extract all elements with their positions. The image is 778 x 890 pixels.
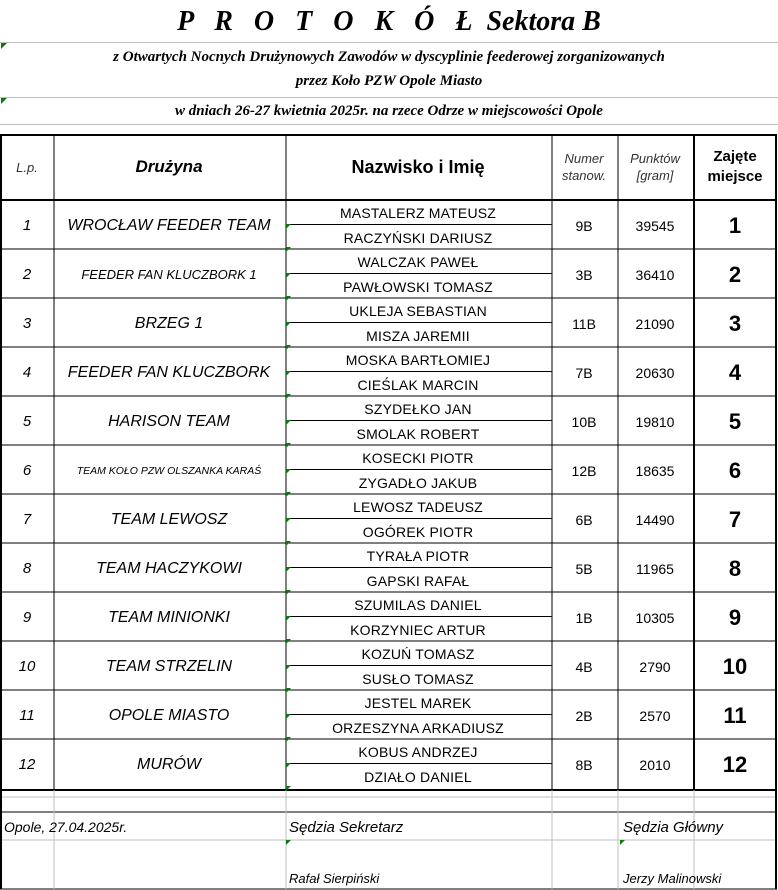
row-team: BRZEG 1 [134,314,204,332]
row-team: TEAM KOŁO PZW OLSZANKA KARAŚ [76,464,262,477]
header-lp: L.p. [16,159,38,175]
row-stand: 5B [575,560,593,577]
row-lp: 3 [22,315,32,332]
row-competitor-1: JESTEL MAREK [364,695,472,711]
header-team: Drużyna [135,157,203,176]
row-place: 6 [728,457,742,483]
row-points: 39545 [635,217,675,234]
row-points: 18635 [635,462,675,479]
row-points: 20630 [635,364,675,381]
row-team: TEAM STRZELIN [105,657,233,675]
row-competitor-1: SZYDEŁKO JAN [364,401,472,417]
footer-chief-title: Sędzia Główny [623,819,724,836]
row-lp: 6 [22,462,32,479]
row-competitor-2: SMOLAK ROBERT [356,425,480,442]
row-points: 10305 [635,609,675,626]
cell-comment-marker [286,840,291,845]
cell-comment-marker [286,567,291,572]
row-competitor-2: SUSŁO TOMASZ [362,670,474,687]
row-competitor-2: RACZYŃSKI DARIUSZ [343,229,493,246]
row-place: 10 [722,653,748,679]
row-competitor-1: LEWOSZ TADEUSZ [353,499,483,515]
title-protokol: P R O T O K Ó Ł [177,6,480,37]
row-stand: 6B [575,511,593,528]
row-competitor-1: TYRAŁA PIOTR [366,548,470,564]
row-team: OPOLE MIASTO [108,706,230,724]
row-points: 21090 [635,315,675,332]
cell-comment-marker [286,665,291,670]
row-competitor-2: MISZA JAREMII [366,327,470,344]
row-lp: 10 [18,658,36,675]
row-place: 2 [728,261,742,287]
row-place: 11 [723,702,747,728]
row-place: 3 [728,310,742,336]
cell-comment-marker [286,273,291,278]
row-team: TEAM MINIONKI [108,608,230,626]
row-competitor-2: OGÓREK PIOTR [362,523,474,540]
header-place-line-2: miejsce [707,168,763,185]
row-team: TEAM LEWOSZ [110,510,228,528]
row-lp: 1 [22,217,32,234]
row-competitor-2: CIEŚLAK MARCIN [357,376,479,393]
header-place [693,135,777,199]
row-competitor-1: UKLEJA SEBASTIAN [349,303,487,319]
row-lp: 2 [22,266,32,283]
row-competitor-2: KORZYNIEC ARTUR [350,621,486,638]
row-competitor-1: MOSKA BARTŁOMIEJ [345,352,491,368]
header-name: Nazwisko i Imię [351,156,485,177]
cell-comment-marker [286,616,291,621]
row-stand: 4B [575,658,593,675]
cell-comment-marker [286,224,291,229]
row-competitor-2: GAPSKI RAFAŁ [366,572,470,589]
row-competitor-1: KOZUŃ TOMASZ [361,646,475,662]
row-place: 12 [722,751,748,777]
row-competitor-2: DZIAŁO DANIEL [364,768,472,785]
cell-comment-marker [286,763,291,768]
cell-comment-marker [286,420,291,425]
title-sector: Sektora B [486,6,601,37]
row-points: 2790 [639,658,671,675]
row-points: 2570 [639,707,671,724]
row-lp: 5 [22,413,32,430]
row-competitor-2: ZYGADŁO JAKUB [358,474,478,491]
row-lp: 12 [18,756,36,773]
header-stand [551,135,617,199]
row-points: 11965 [636,560,674,577]
row-stand: 9B [575,217,593,234]
row-points: 19810 [635,413,675,430]
header-place-line-1: Zajęte [713,148,757,165]
row-lp: 4 [22,364,32,381]
row-stand: 11B [572,315,596,332]
row-team: MURÓW [137,755,201,773]
row-place: 7 [728,506,742,532]
cell-comment-marker [286,469,291,474]
footer-secretary-name: Rafał Sierpiński [289,871,380,886]
row-place: 9 [728,604,742,630]
row-team: FEEDER FAN KLUCZBORK [67,363,271,381]
row-competitor-1: KOSECKI PIOTR [362,450,474,466]
cell-comment-marker [286,322,291,327]
row-points: 2010 [639,756,671,773]
header-points-line-2: [gram] [636,168,674,183]
row-place: 1 [728,212,742,238]
row-team: HARISON TEAM [108,412,230,430]
subtitle-line-2: przez Koło PZW Opole Miasto [295,73,483,89]
footer-secretary-title: Sędzia Sekretarz [289,819,404,836]
row-lp: 7 [22,511,32,528]
row-team: FEEDER FAN KLUCZBORK 1 [81,267,257,282]
row-lp: 8 [22,560,32,577]
row-lp: 11 [19,707,35,724]
row-place: 5 [728,408,742,434]
footer-place-date: Opole, 27.04.2025r. [4,819,128,835]
row-points: 36410 [635,266,675,283]
row-competitor-1: KOBUS ANDRZEJ [358,744,478,760]
row-competitor-1: MASTALERZ MATEUSZ [339,205,497,221]
row-competitor-1: WALCZAK PAWEŁ [357,254,479,270]
row-competitor-2: ORZESZYNA ARKADIUSZ [332,719,504,736]
subtitle-line-3: w dniach 26-27 kwietnia 2025r. na rzece Odrze w miejscowości Opole [175,103,603,119]
header-points-line-1: Punktów [630,151,680,166]
header-stand-line-1: Numer [564,151,604,166]
row-place: 4 [728,359,742,385]
cell-comment-marker [286,714,291,719]
row-stand: 2B [575,707,593,724]
row-competitor-1: SZUMILAS DANIEL [354,597,482,613]
row-stand: 8B [575,756,593,773]
row-place: 8 [728,555,742,581]
row-team: TEAM HACZYKOWI [96,559,242,577]
row-competitor-2: PAWŁOWSKI TOMASZ [343,278,493,295]
cell-comment-marker [286,786,291,791]
row-stand: 10B [571,413,597,430]
row-stand: 1B [575,609,593,626]
row-points: 14490 [635,511,675,528]
row-lp: 9 [22,609,32,626]
row-stand: 3B [575,266,593,283]
row-stand: 12B [571,462,597,479]
header-points [617,135,693,199]
cell-comment-marker [286,518,291,523]
subtitle-line-1: z Otwartych Nocnych Drużynowych Zawodów w dyscyplinie feederowej zorganizowanych [113,49,665,65]
cell-comment-marker [286,371,291,376]
row-team: WROCŁAW FEEDER TEAM [67,216,271,234]
footer-chief-name: Jerzy Malinowski [623,871,722,886]
header-stand-line-2: stanow. [561,168,607,183]
row-stand: 7B [575,364,593,381]
cell-comment-marker [620,840,625,845]
